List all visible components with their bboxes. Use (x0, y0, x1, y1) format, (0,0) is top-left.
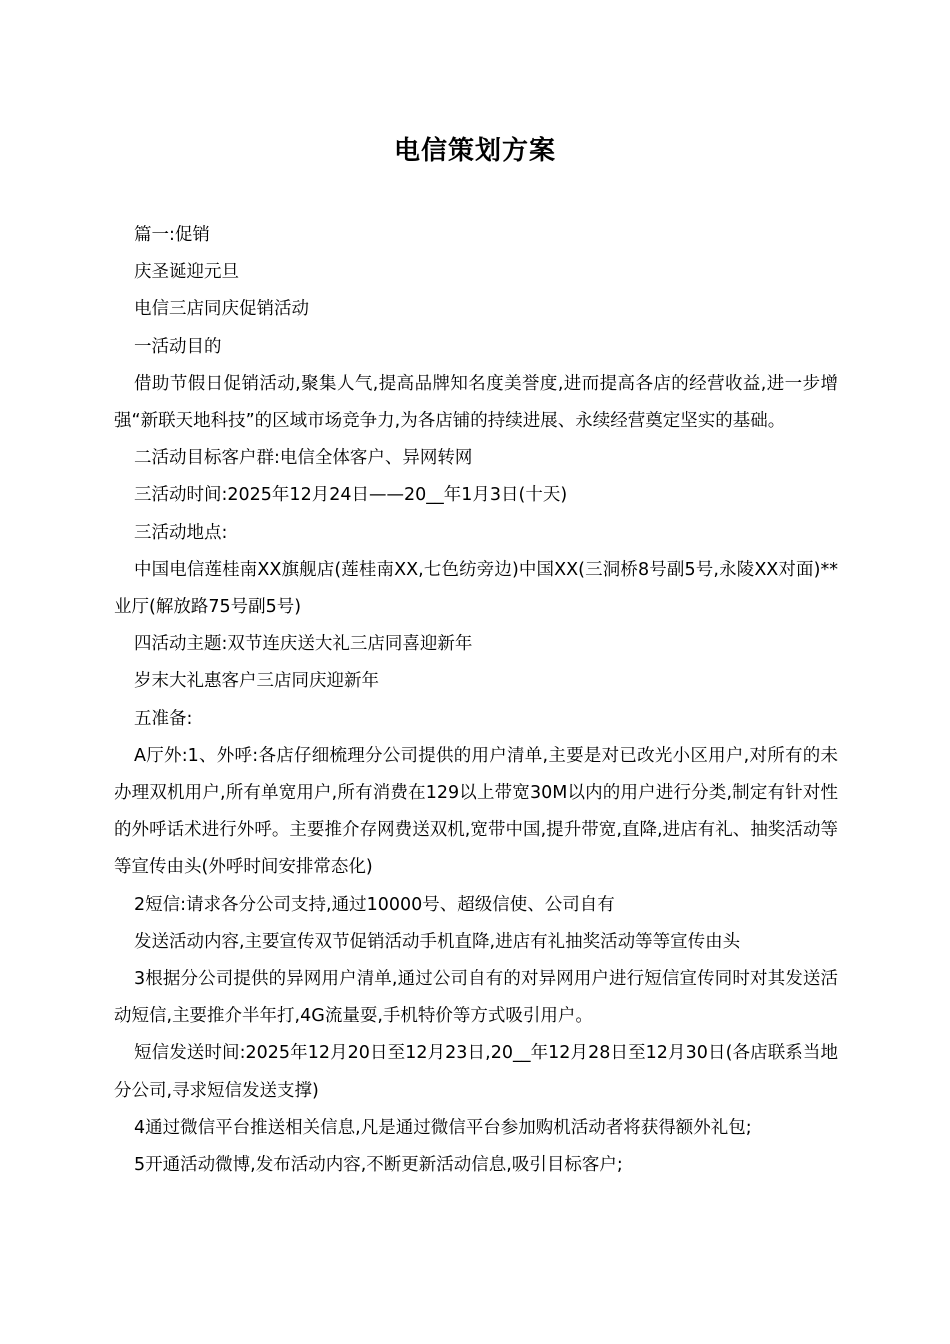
paragraph-purpose: 借助节假日促销活动,聚集人气,提高品牌知名度美誉度,进而提高各店的经营收益,进一步增强“新联天地科技”的区域市场竞争力,为各店铺的持续进展、永续经营奠定坚实的基础。 (114, 373, 838, 432)
paragraph-event-name: 电信三店同庆促销活动 (134, 299, 309, 320)
paragraph-sms: 2短信:请求各分公司支持,通过10000号、超级信使、公司自有 (134, 894, 615, 915)
paragraph-event-time: 三活动时间:2025年12月24日——20__年1月3日(十天) (134, 485, 568, 506)
paragraph-weibo: 5开通活动微博,发布活动内容,不断更新活动信息,吸引目标客户; (134, 1155, 623, 1176)
paragraph-heading-preparation: 五准备: (134, 708, 193, 729)
paragraph-locations: 中国电信莲桂南XX旗舰店(莲桂南XX,七色纺旁边)中国XX(三洞桥8号副5号,永陵XX对面)**业厅(解放路75号副5号) (114, 559, 838, 618)
document-body (114, 217, 838, 1184)
paragraph-wechat: 4通过微信平台推送相关信息,凡是通过微信平台参加购机活动者将获得额外礼包; (134, 1117, 752, 1138)
document-title: 电信策划方案 (393, 136, 556, 166)
paragraph-heading-location: 三活动地点: (134, 522, 228, 543)
paragraph-section-heading: 篇一:促销 (134, 225, 210, 245)
paragraph-heading-purpose: 一活动目的 (134, 336, 222, 357)
paragraph-slogan: 庆圣诞迎元旦 (134, 262, 239, 283)
paragraph-sms-content: 发送活动内容,主要宣传双节促销活动手机直降,进店有礼抽奖活动等等宣传由头 (134, 931, 741, 952)
paragraph-event-theme: 四活动主题:双节连庆送大礼三店同喜迎新年 (134, 634, 473, 655)
paragraph-competitor-users: 3根据分公司提供的异网用户清单,通过公司自有的对异网用户进行短信宣传同时对其发送活动短信,主要推介半年打,4G流量耍,手机特价等方式吸引用户。 (114, 969, 838, 1027)
paragraph-target-customers: 二活动目标客户群:电信全体客户、异网转网 (134, 448, 473, 469)
paragraph-theme-slogan: 岁末大礼惠客户三店同庆迎新年 (134, 671, 379, 692)
paragraph-sms-time: 短信发送时间:2025年12月20日至12月23日,20__年12月28日至12月30日(各店联系当地分公司,寻求短信发送支撑) (114, 1043, 838, 1101)
paragraph-outbound-calls: A厅外:1、外呼:各店仔细梳理分公司提供的用户清单,主要是对已改光小区用户,对所有的未办理双机用户,所有单宽用户,所有消费在129以上带宽30M以内的用户进行分类,制定有针对性的外呼话术进行外呼。主要推介存网费送双机,宽带中国,提升带宽,直降,进店有礼、抽奖活动等等宣传由头(外呼时间安排常态化) (114, 745, 838, 878)
